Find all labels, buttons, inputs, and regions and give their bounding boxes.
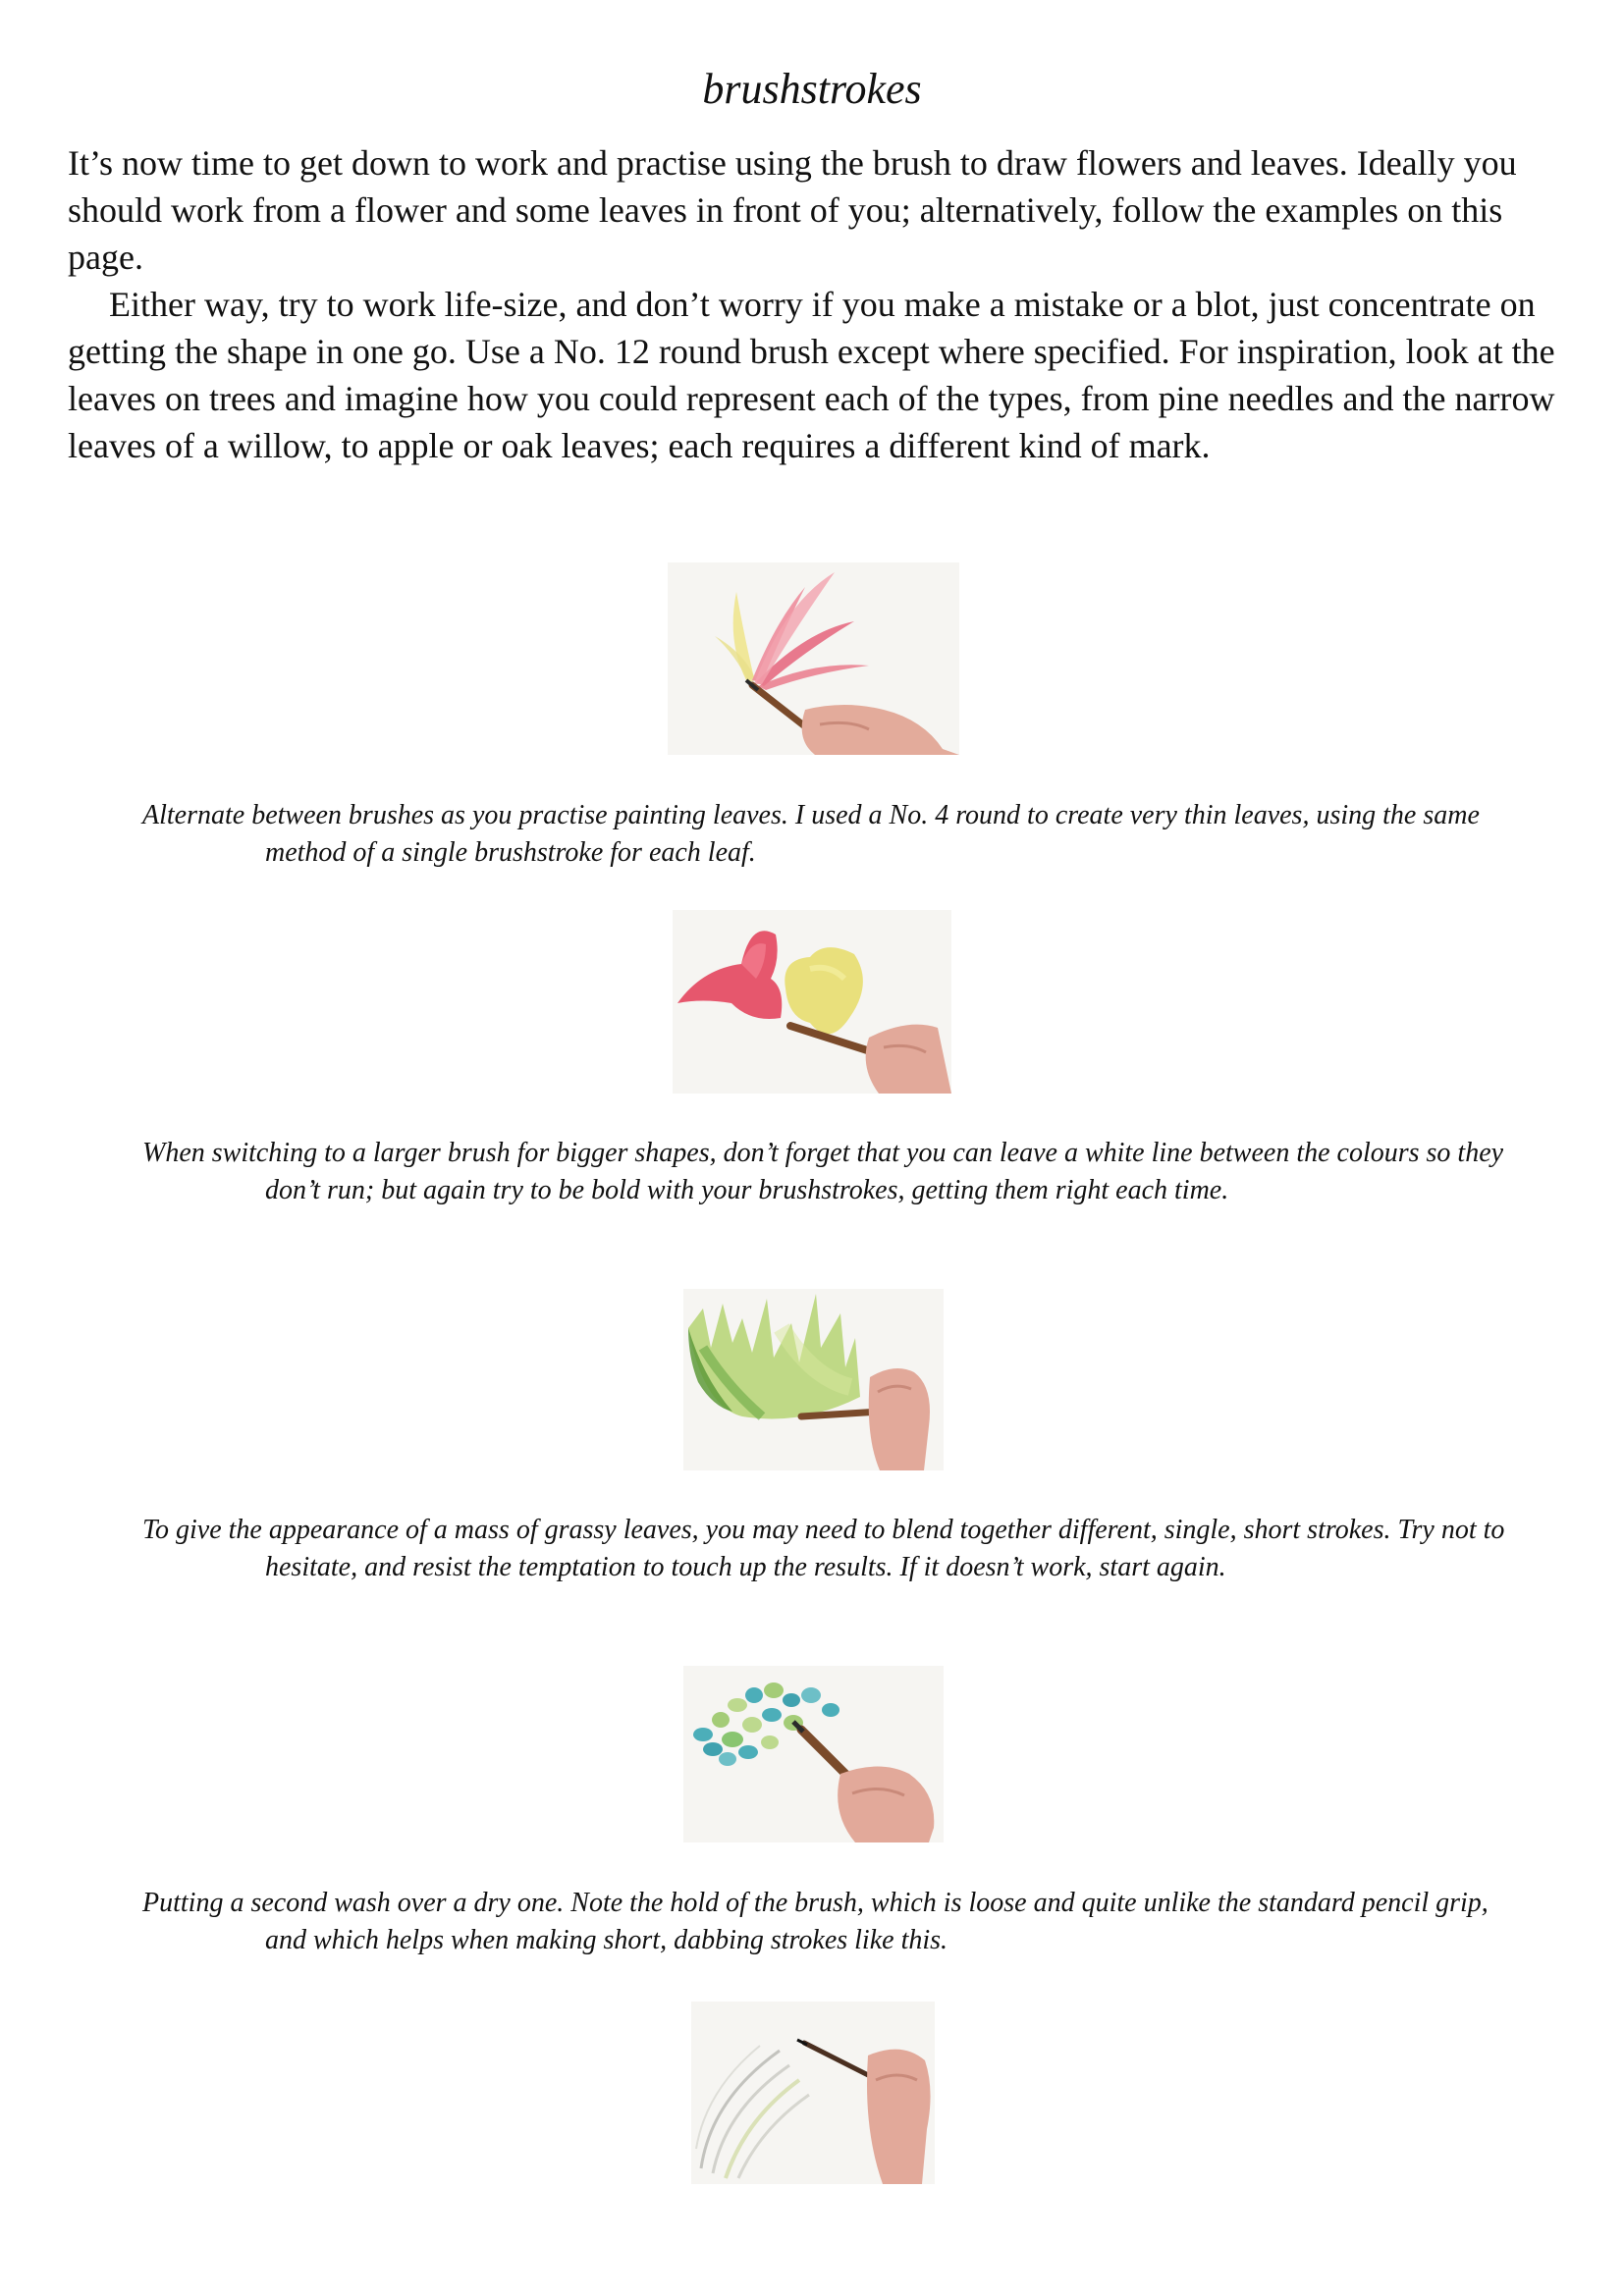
figure-photo-larger-shapes — [673, 910, 951, 1094]
intro-paragraph: It’s now time to get down to work and practise using the brush to draw flowers and leaves. Ideally you should work from a flower and some leaves in front of you; alternatively, follow the examples on this page. — [68, 143, 1517, 277]
figure-photo-fine-strokes — [691, 2002, 935, 2184]
intro-paragraph: Either way, try to work life-size, and don’t worry if you make a mistake or a blot, just concentrate on getting the shape in one go. Use a No. 12 round brush except where specified. For inspiration, look at the leaves on trees and imagine how you could represent each of the types, from pine needles and the narrow leaves of a willow, to apple or oak leaves; each requires a different kind of mark. — [68, 285, 1555, 465]
figure-caption: When switching to a larger brush for bigger shapes, don’t forget that you can leave a white line between the colours so they don’t run; but again try to be bold with your brushstrokes, getting them right each time. — [142, 1138, 1504, 1205]
figure-photo-second-wash — [683, 1666, 944, 1842]
figure-caption: Alternate between brushes as you practise painting leaves. I used a No. 4 round to create very thin leaves, using the same method of a single brushstroke for each leaf. — [142, 800, 1480, 868]
figure-caption: To give the appearance of a mass of grassy leaves, you may need to blend together different, single, short strokes. Try not to hesitate, and resist the temptation to touch up the results. If it doesn’t work, start again. — [142, 1515, 1505, 1582]
page-title: brushstrokes — [702, 65, 922, 113]
figure-caption: Putting a second wash over a dry one. Note the hold of the brush, which is loose and quite unlike the standard pencil grip, and which helps when making short, dabbing strokes like this. — [142, 1888, 1489, 1955]
intro-text — [68, 139, 1560, 469]
figure-photo-thin-leaves — [668, 562, 959, 755]
figure-photo-grassy-leaves — [683, 1289, 944, 1470]
